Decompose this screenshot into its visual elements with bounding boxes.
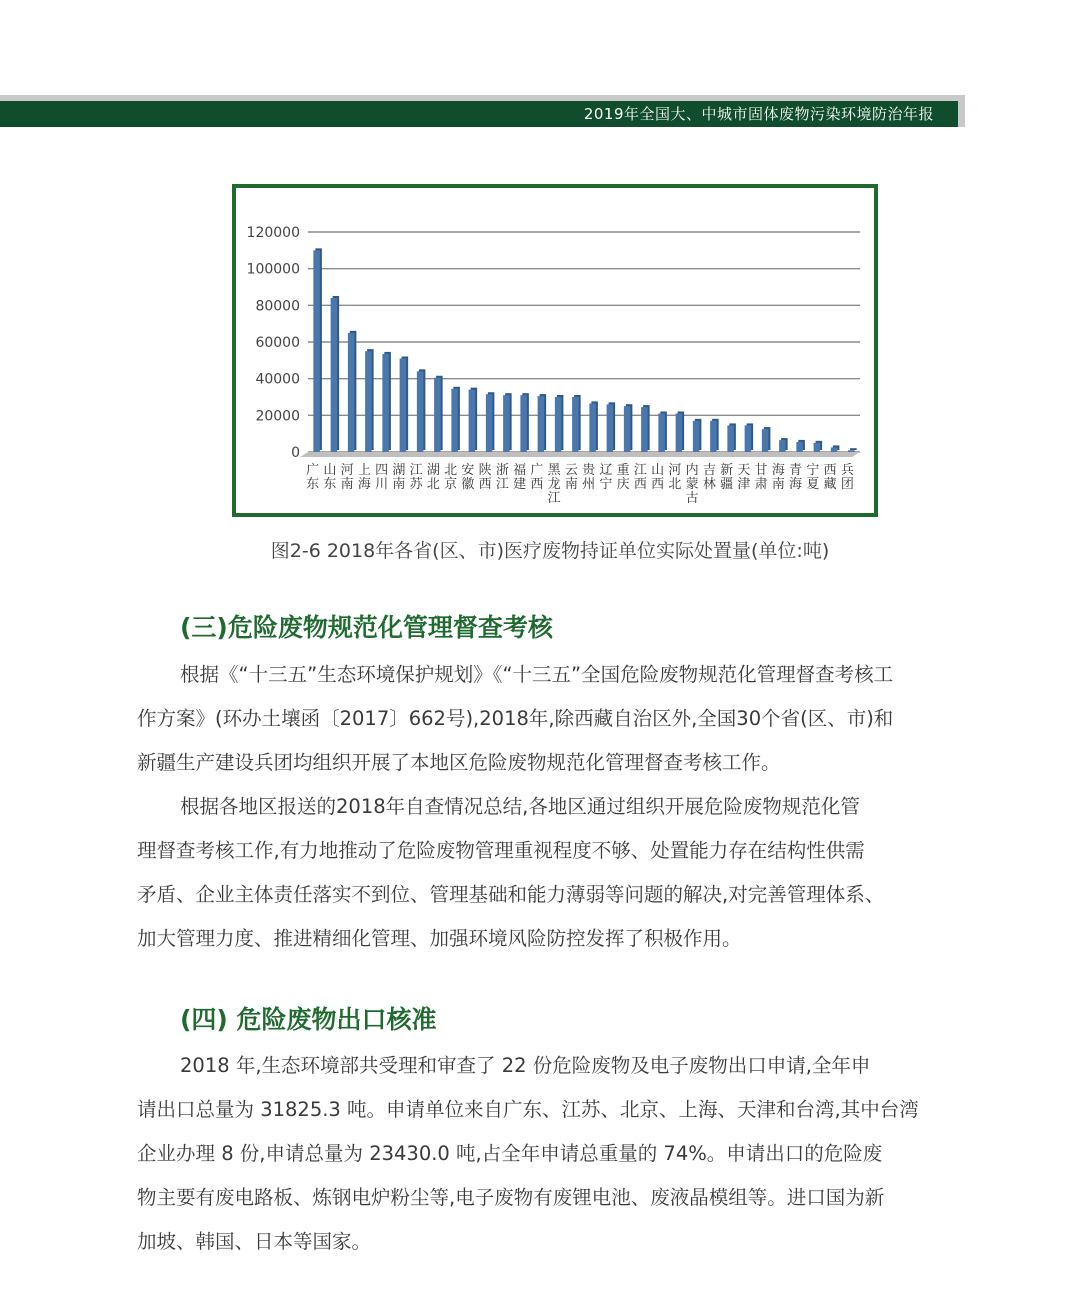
x-tick-label: 黑 (547, 463, 561, 478)
chart-frame (232, 184, 878, 517)
y-tick-label: 120000 (246, 225, 300, 241)
bar (641, 407, 648, 452)
x-tick-label: 建 (513, 477, 527, 492)
section-heading-4: (四) 危险废物出口核准 (180, 1005, 437, 1034)
bar (589, 403, 596, 452)
x-tick-label: 宁 (599, 477, 613, 492)
paragraph-line: 请出口总量为 31825.3 吨。申请单位来自广东、江苏、北京、上海、天津和台湾,其中台湾 (137, 1098, 919, 1121)
paragraph-line: 加大管理力度、推进精细化管理、加强环境风险防控发挥了积极作用。 (137, 927, 742, 950)
x-tick-label: 广 (530, 463, 544, 478)
bar (451, 389, 458, 452)
x-tick-label: 西 (651, 477, 665, 492)
bar (727, 425, 734, 452)
bar (779, 440, 786, 452)
bar (417, 371, 424, 452)
x-tick-label: 庆 (616, 477, 630, 492)
bar (486, 394, 493, 452)
x-tick-label: 新 (720, 463, 734, 478)
bar (331, 298, 338, 452)
x-tick-label: 北 (668, 477, 682, 492)
x-tick-label: 福 (513, 463, 527, 478)
x-tick-label: 京 (444, 477, 458, 492)
chart-floor (300, 452, 860, 457)
x-tick-label: 青 (789, 463, 803, 478)
bar (624, 406, 631, 452)
paragraph-line: 加坡、韩国、日本等国家。 (137, 1230, 372, 1253)
bar (710, 421, 717, 452)
bar (382, 354, 389, 452)
x-tick-label: 辽 (599, 463, 613, 478)
y-tick-label: 20000 (255, 408, 300, 425)
x-tick-label: 林 (702, 477, 716, 492)
x-tick-label: 宁 (806, 463, 820, 478)
paragraph-line: 作方案》(环办土壤函〔2017〕662号),2018年,除西藏自治区外,全国30个省(区、市)和 (137, 707, 894, 730)
paragraph-line: 根据各地区报送的2018年自查情况总结,各地区通过组织开展危险废物规范化管 (180, 795, 860, 818)
paragraph-line: 物主要有废电路板、炼钢电炉粉尘等,电子废物有废锂电池、废液晶模组等。进口国为新 (137, 1186, 885, 1209)
bar (814, 443, 821, 452)
x-tick-label: 川 (375, 477, 389, 492)
bar (607, 404, 614, 452)
x-tick-label: 云 (564, 463, 578, 478)
x-tick-label: 湖 (426, 463, 440, 478)
bar (348, 333, 355, 452)
bar (469, 390, 476, 452)
x-tick-label: 蒙 (685, 477, 699, 492)
x-tick-label: 徽 (461, 477, 475, 492)
y-tick-label: 60000 (255, 335, 300, 351)
bar (503, 395, 510, 452)
x-tick-label: 山 (323, 463, 337, 478)
y-tick-label: 100000 (246, 261, 300, 278)
paragraph-line: 根据《“十三五”生态环境保护规划》《“十三五”全国危险废物规范化管理督查考核工 (180, 663, 894, 686)
paragraph-line: 理督查考核工作,有力地推动了危险废物管理重视程度不够、处置能力存在结构性供需 (137, 839, 865, 862)
x-tick-label: 浙 (495, 463, 509, 478)
y-tick-label: 0 (291, 445, 300, 461)
x-tick-label: 北 (444, 463, 458, 478)
x-tick-label: 团 (840, 477, 854, 492)
x-tick-label: 东 (323, 477, 337, 492)
x-tick-label: 北 (426, 477, 440, 492)
bar (365, 351, 372, 452)
x-tick-label: 江 (409, 463, 423, 478)
x-tick-label: 陕 (478, 463, 492, 478)
x-tick-label: 疆 (720, 477, 734, 492)
x-tick-label: 州 (582, 477, 596, 492)
x-tick-label: 海 (357, 477, 371, 492)
bar (693, 421, 700, 452)
x-tick-label: 天 (737, 463, 751, 478)
x-tick-label: 兵 (840, 463, 854, 478)
bar (658, 414, 665, 453)
x-tick-label: 重 (616, 463, 630, 478)
x-tick-label: 吉 (702, 463, 716, 478)
bar (762, 429, 769, 452)
x-tick-label: 河 (340, 463, 354, 478)
bar (400, 359, 407, 453)
bar (572, 397, 579, 452)
x-tick-label: 四 (375, 463, 389, 478)
bar (313, 250, 320, 452)
x-tick-label: 藏 (823, 477, 837, 492)
section-heading-3: (三)危险废物规范化管理督查考核 (180, 613, 553, 642)
header-bar (0, 101, 965, 127)
x-tick-label: 南 (771, 477, 785, 492)
bar (831, 447, 838, 452)
x-tick-label: 西 (823, 463, 837, 478)
x-tick-label: 江 (547, 491, 561, 506)
x-tick-label: 内 (685, 463, 699, 478)
paragraph-line: 矛盾、企业主体责任落实不到位、管理基础和能力薄弱等问题的解决,对完善管理体系、 (137, 883, 885, 906)
x-tick-label: 肃 (754, 477, 768, 492)
x-tick-label: 西 (530, 477, 544, 492)
x-tick-label: 南 (392, 477, 406, 492)
x-tick-label: 东 (306, 477, 320, 492)
report-title: 2019年全国大、中城市固体废物污染环境防治年报 (583, 105, 934, 123)
bar (520, 395, 527, 452)
bar-chart (236, 188, 874, 513)
x-tick-label: 山 (651, 463, 665, 478)
bar (434, 378, 441, 452)
x-tick-label: 古 (685, 491, 699, 506)
x-tick-label: 海 (789, 477, 803, 492)
x-tick-label: 河 (668, 463, 682, 478)
bar (848, 450, 855, 452)
x-tick-label: 南 (564, 477, 578, 492)
paragraph-line: 企业办理 8 份,申请总量为 23430.0 吨,占全年申请总重量的 74%。申请出口的危险废 (137, 1142, 883, 1165)
bar-shadow (850, 448, 857, 450)
x-tick-label: 上 (357, 463, 371, 478)
x-tick-label: 江 (495, 477, 509, 492)
bar (745, 425, 752, 452)
x-tick-label: 江 (633, 463, 647, 478)
bar (676, 414, 683, 453)
y-tick-label: 40000 (255, 371, 300, 388)
bar (796, 442, 803, 452)
x-tick-label: 西 (633, 477, 647, 492)
x-tick-label: 贵 (582, 463, 596, 478)
figure-caption: 图2-6 2018年各省(区、市)医疗废物持证单位实际处置量(单位:吨) (270, 540, 830, 562)
paragraph-line: 2018 年,生态环境部共受理和审查了 22 份危险废物及电子废物出口申请,全年申 (180, 1054, 871, 1077)
y-tick-label: 80000 (255, 298, 300, 315)
x-tick-label: 津 (737, 477, 751, 492)
x-tick-label: 龙 (547, 477, 561, 492)
x-tick-label: 西 (478, 477, 492, 492)
paragraph-line: 新疆生产建设兵团均组织开展了本地区危险废物规范化管理督查考核工作。 (137, 751, 781, 774)
x-tick-label: 夏 (806, 477, 820, 492)
x-tick-label: 安 (461, 463, 475, 478)
x-tick-label: 南 (340, 477, 354, 492)
x-tick-label: 广 (306, 463, 320, 478)
x-tick-label: 苏 (409, 477, 423, 492)
bar (538, 396, 545, 452)
x-tick-label: 甘 (754, 463, 768, 478)
x-tick-label: 湖 (392, 463, 406, 478)
bar (555, 397, 562, 452)
x-tick-label: 海 (771, 463, 785, 478)
